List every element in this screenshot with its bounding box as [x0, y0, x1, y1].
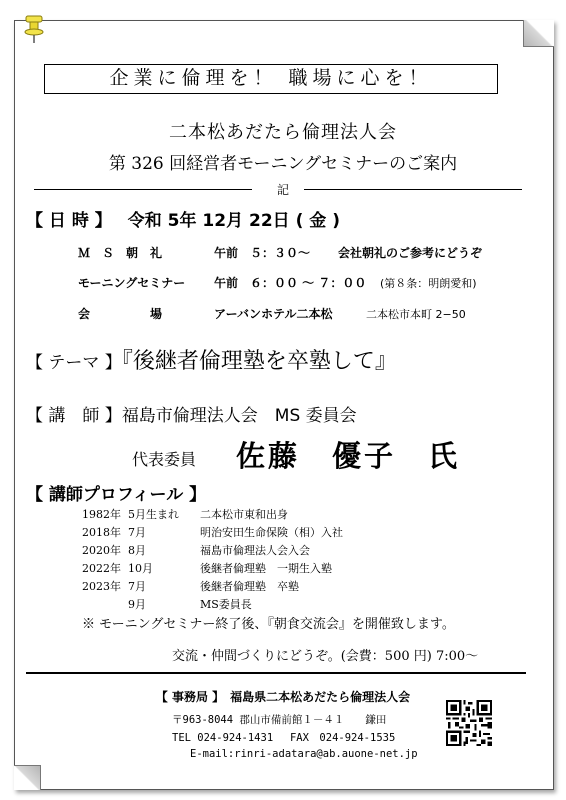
profile-event: 後継者倫理塾 一期生入塾	[200, 562, 332, 575]
ki-mark: 記	[276, 183, 289, 197]
profile-event: MS委員長	[200, 598, 252, 611]
profile-year: 1982年	[82, 508, 121, 521]
datetime-label: 【 日 時 】	[26, 211, 112, 231]
profile-heading: 【 講師プロフィール 】	[26, 485, 207, 505]
divider-right	[304, 189, 522, 190]
lecturer-affiliation: 福島市倫理法人会 MS 委員会	[121, 406, 357, 426]
seminar-title: 第 326 回経営者モーニングセミナーのご案内	[108, 154, 458, 174]
page-curl-top-right	[523, 20, 554, 47]
profile-event: 明治安田生命保険（相）入社	[200, 526, 343, 539]
profile-month: 7月	[128, 580, 146, 593]
page-curl-bottom-left	[14, 765, 41, 790]
venue-address: 二本松市本町 2−50	[366, 308, 466, 321]
schedule-time: 午前 ５：３０～	[214, 246, 311, 260]
office-email: E-mail:rinri-adatara@ab.auone-net.jp	[190, 748, 418, 760]
schedule-label: Ｍ Ｓ 朝 礼	[78, 246, 163, 260]
theme-title: 『後継者倫理塾を卒塾して』	[121, 349, 397, 374]
footer-divider	[26, 672, 526, 674]
pushpin-icon	[22, 14, 46, 44]
lecturer-role: 代表委員	[132, 450, 197, 469]
profile-event: 後継者倫理塾 卒塾	[200, 580, 299, 593]
profile-year: 2020年	[82, 544, 121, 557]
fee-note: 交流・仲間づくりにどうぞ。(会費：500 円) 7:00～	[172, 649, 479, 664]
profile-event: 福島市倫理法人会入会	[200, 544, 310, 557]
lecturer-row	[26, 401, 357, 426]
schedule-note: (第８条：明朗愛和)	[380, 277, 477, 290]
theme-row	[26, 344, 397, 375]
org-title: 二本松あだたら倫理法人会	[169, 122, 397, 143]
profile-year: 2023年	[82, 580, 121, 593]
office-phone-fax: TEL 024-924-1431 FAX 024-924-1535	[172, 732, 396, 744]
profile-month: 7月	[128, 526, 146, 539]
office-label: 【 事務局 】	[155, 690, 219, 704]
schedule-note: 会社朝礼のご参考にどうぞ	[338, 246, 483, 260]
profile-month: 5月生まれ	[128, 508, 179, 521]
schedule-label: 会 場	[78, 307, 163, 321]
breakfast-note: ※ モーニングセミナー終了後、『朝食交流会』を開催致します。	[82, 617, 455, 632]
slogan-box: 企業に倫理を！ 職場に心を！	[44, 64, 498, 94]
profile-month: 8月	[128, 544, 146, 557]
lecturer-name: 佐藤 優子 氏	[236, 439, 461, 473]
theme-label: 【 テーマ 】	[26, 353, 122, 373]
office-name: 福島県二本松あだたら倫理法人会	[230, 690, 411, 704]
profile-month: 10月	[128, 562, 153, 575]
schedule-time: 午前 ６：００ ～ ７：００	[214, 276, 367, 290]
datetime-row	[26, 206, 340, 231]
schedule-label: モーニングセミナー	[78, 276, 186, 290]
profile-year: 2018年	[82, 526, 121, 539]
office-address: 〒963-8044 郡山市備前館１－４１ 鎌田	[172, 714, 387, 726]
profile-event: 二本松市東和出身	[200, 508, 288, 521]
profile-month: 9月	[128, 598, 146, 611]
schedule-venue: アーバンホテル二本松	[214, 307, 333, 321]
datetime-value: 令和 5年 12月 22日 ( 金 )	[127, 211, 340, 231]
qr-code-icon	[446, 700, 492, 746]
profile-year: 2022年	[82, 562, 121, 575]
lecturer-label: 【 講 師 】	[26, 406, 122, 426]
